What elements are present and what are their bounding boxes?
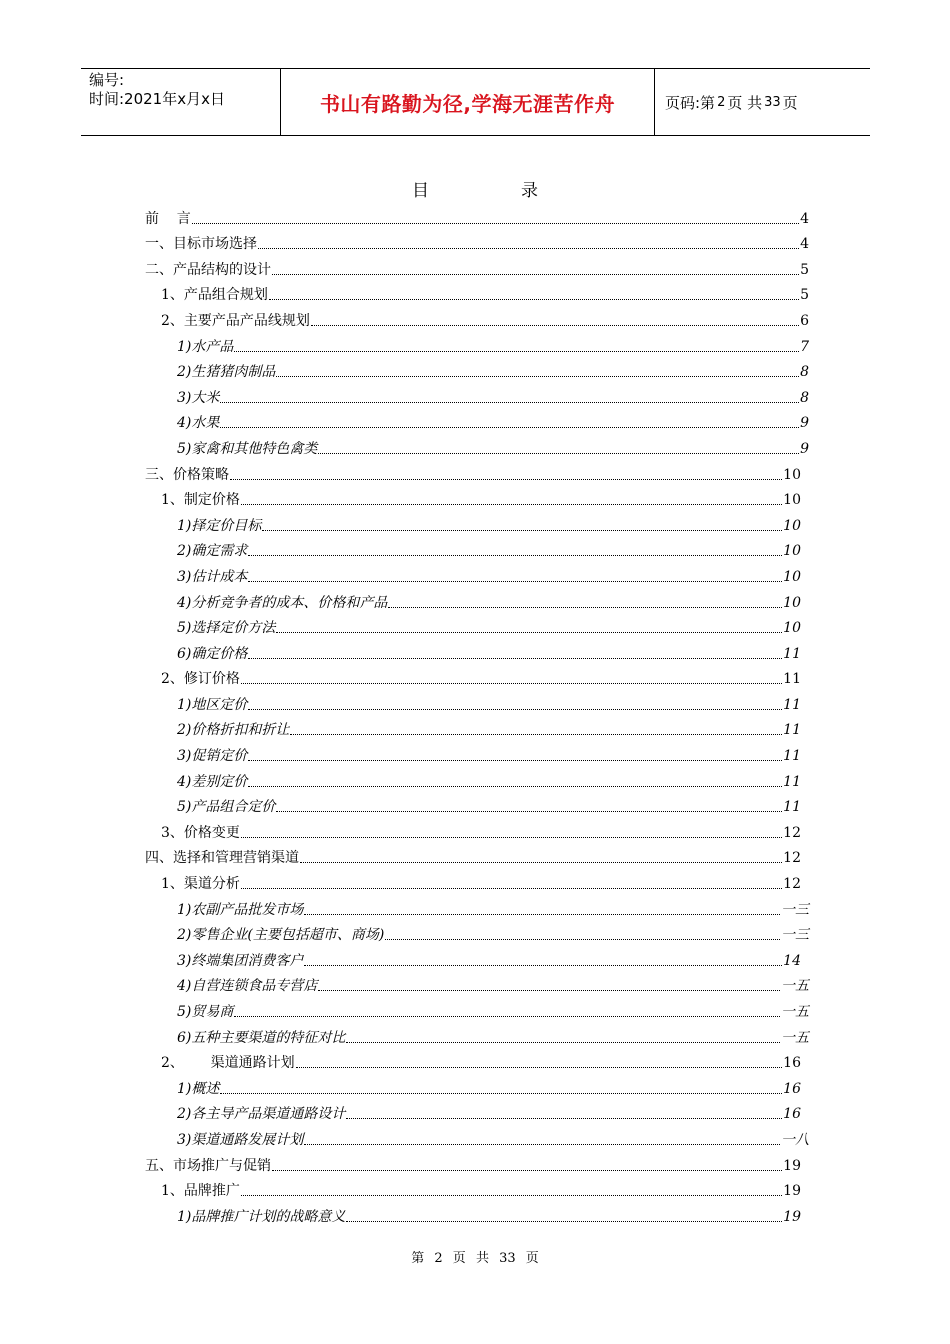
toc-leader-dots <box>248 708 782 710</box>
toc-entry-page: 10 <box>783 620 801 637</box>
toc-entry-label: 2)各主导产品渠道通路设计 <box>145 1105 345 1123</box>
toc-entry[interactable] <box>145 612 809 638</box>
toc-entry-page: 16 <box>783 1055 801 1072</box>
toc-entry[interactable] <box>145 407 809 433</box>
toc-leader-dots <box>300 861 782 863</box>
toc-entry[interactable] <box>145 304 809 330</box>
toc-entry-label: 三、价格策略 <box>145 466 229 483</box>
toc-entry-page: 一五 <box>781 1029 809 1046</box>
toc-leader-dots <box>290 733 782 735</box>
toc-entry-label: 二、产品结构的设计 <box>145 261 271 278</box>
toc-entry[interactable] <box>145 867 809 893</box>
toc-leader-dots <box>311 324 799 326</box>
toc-entry-page: 12 <box>783 850 801 867</box>
toc-leader-dots <box>234 1015 780 1017</box>
toc-entry-label: 五、市场推广与促销 <box>145 1157 271 1174</box>
toc-title-left: 目 <box>412 181 429 201</box>
toc-entry-page: 10 <box>783 517 801 534</box>
toc-entry[interactable] <box>145 1200 809 1226</box>
toc-leader-dots <box>241 1194 782 1196</box>
toc-entry-page: 一三 <box>781 927 809 944</box>
page-total: 33 <box>764 94 781 110</box>
toc-entry[interactable] <box>145 1098 809 1124</box>
toc-entry[interactable] <box>145 381 809 407</box>
page-current: 2 <box>717 94 726 110</box>
toc-entry-label: 5)家禽和其他特色禽类 <box>145 440 317 458</box>
toc-leader-dots <box>388 606 782 608</box>
toc-entry[interactable] <box>145 1123 809 1149</box>
toc-leader-dots <box>296 1066 783 1068</box>
toc-entry-page: 10 <box>783 492 801 509</box>
toc-entry-label: 一、目标市场选择 <box>145 236 257 253</box>
toc-entry[interactable] <box>145 1072 809 1098</box>
toc-leader-dots <box>262 529 782 531</box>
toc-entry-label: 2、主要产品产品线规划 <box>145 312 310 330</box>
toc-entry[interactable] <box>145 432 809 458</box>
toc-entry[interactable] <box>145 739 809 765</box>
toc-leader-dots <box>304 913 780 915</box>
toc-entry-page: 9 <box>800 415 809 432</box>
toc-entry-page: 一三 <box>781 901 809 918</box>
toc-entry[interactable] <box>145 356 809 382</box>
toc-leader-dots <box>241 836 782 838</box>
toc-entry-label: 2)生猪猪肉制品 <box>145 363 275 381</box>
toc-entry[interactable] <box>145 842 809 868</box>
toc-entry-page: 4 <box>800 236 809 253</box>
toc-entry-label: 2、 渠道通路计划 <box>145 1054 295 1072</box>
toc-entry[interactable] <box>145 484 809 510</box>
toc-entry-page: 11 <box>783 671 801 688</box>
page-footer <box>0 1247 950 1266</box>
toc-leader-dots <box>248 580 782 582</box>
toc-leader-dots <box>241 682 782 684</box>
toc-leader-dots <box>276 631 782 633</box>
toc-entry-page: 4 <box>800 210 809 227</box>
toc-entry-page: 12 <box>783 824 801 841</box>
toc-leader-dots <box>269 298 799 300</box>
toc-entry[interactable] <box>145 228 809 254</box>
toc-leader-dots <box>248 785 782 787</box>
toc-leader-dots <box>276 810 782 812</box>
toc-entry[interactable] <box>145 1175 809 1201</box>
toc-entry-label: 1)水产品 <box>145 338 233 356</box>
toc-leader-dots <box>241 887 782 889</box>
header-meta <box>81 69 281 135</box>
toc-entry[interactable] <box>145 995 809 1021</box>
toc-entry[interactable] <box>145 535 809 561</box>
toc-entry-page: 10 <box>783 543 801 560</box>
page-prefix: 页码:第 <box>665 93 716 112</box>
toc-entry-label: 1)择定价目标 <box>145 517 261 535</box>
toc-leader-dots <box>220 426 799 428</box>
toc-entry-label: 2)零售企业(主要包括超市、商场) <box>145 926 384 944</box>
toc-entry-label: 4)分析竞争者的成本、价格和产品 <box>145 594 387 612</box>
toc-leader-dots <box>304 964 782 966</box>
toc-entry-page: 8 <box>800 389 809 406</box>
toc-entry-label: 1、制定价格 <box>145 491 240 509</box>
toc-entry[interactable] <box>145 970 809 996</box>
toc-entry-page: 12 <box>783 876 801 893</box>
toc-entry-label: 6)五种主要渠道的特征对比 <box>145 1029 345 1047</box>
toc-entry[interactable] <box>145 330 809 356</box>
footer-suffix: 页 <box>525 1251 539 1266</box>
toc-leader-dots <box>241 503 782 505</box>
toc-entry-page: 9 <box>800 440 809 457</box>
toc-entry[interactable] <box>145 816 809 842</box>
toc-leader-dots <box>230 478 782 480</box>
toc-entry-label: 1)品牌推广计划的战略意义 <box>145 1208 345 1226</box>
toc-entry[interactable] <box>145 1047 809 1073</box>
toc-entry-label: 四、选择和管理营销渠道 <box>145 850 299 867</box>
toc-title-right: 录 <box>521 181 538 201</box>
footer-total: 33 <box>499 1251 516 1266</box>
toc-leader-dots <box>234 350 799 352</box>
toc-entry-page: 5 <box>800 287 809 304</box>
toc-leader-dots <box>346 1041 780 1043</box>
toc-entry[interactable] <box>145 586 809 612</box>
toc-entry-label: 1、品牌推广 <box>145 1182 240 1200</box>
toc-entry-page: 14 <box>783 952 801 969</box>
toc-entry-page: 16 <box>783 1106 801 1123</box>
footer-prefix: 第 <box>411 1251 425 1266</box>
footer-mid2: 共 <box>475 1251 489 1266</box>
toc-leader-dots <box>272 1169 782 1171</box>
toc-entry-label: 4)自营连锁食品专营店 <box>145 977 317 995</box>
toc-entry[interactable] <box>145 663 809 689</box>
toc-entry-page: 16 <box>783 1080 801 1097</box>
toc-leader-dots <box>346 1220 782 1222</box>
toc-leader-dots <box>248 554 782 556</box>
toc-entry-label: 5)产品组合定价 <box>145 798 275 816</box>
toc-leader-dots <box>192 222 799 224</box>
toc-entry-page: 11 <box>783 696 801 713</box>
toc-entry-page: 19 <box>783 1157 801 1174</box>
toc-entry[interactable] <box>145 202 809 228</box>
toc-entry-label: 3、价格变更 <box>145 824 240 842</box>
toc-entry[interactable] <box>145 765 809 791</box>
toc-entry-label: 前 言 <box>145 210 191 227</box>
toc-entry-label: 2)确定需求 <box>145 542 247 560</box>
page-header <box>81 68 870 136</box>
toc-entry-label: 1)地区定价 <box>145 696 247 714</box>
toc-entry-page: 11 <box>783 748 801 765</box>
toc-leader-dots <box>248 759 782 761</box>
toc-entry-label: 3)终端集团消费客户 <box>145 952 303 970</box>
toc-entry[interactable] <box>145 253 809 279</box>
toc-entry-page: 19 <box>783 1183 801 1200</box>
footer-current: 2 <box>434 1251 443 1266</box>
toc-entry-label: 3)大米 <box>145 389 219 407</box>
toc-entry-page: 5 <box>800 261 809 278</box>
footer-mid1: 页 <box>452 1251 466 1266</box>
toc-entry[interactable] <box>145 1021 809 1047</box>
toc-entry-label: 6)确定价格 <box>145 645 247 663</box>
toc-entry-page: 11 <box>783 722 801 739</box>
toc-leader-dots <box>248 657 782 659</box>
toc-entry[interactable] <box>145 944 809 970</box>
toc-entry-page: 6 <box>800 312 809 329</box>
toc-entry[interactable] <box>145 458 809 484</box>
toc-title <box>0 176 950 201</box>
toc-entry-page: 11 <box>783 645 801 662</box>
toc-entry-label: 4)水果 <box>145 414 219 432</box>
toc-leader-dots <box>276 375 799 377</box>
toc-entry-label: 3)渠道通路发展计划 <box>145 1131 303 1149</box>
toc-entry[interactable] <box>145 893 809 919</box>
toc-leader-dots <box>318 989 780 991</box>
toc-leader-dots <box>346 1117 782 1119</box>
toc-entry-page: 10 <box>783 594 801 611</box>
toc-entry-page: 一八 <box>781 1131 809 1148</box>
toc-entry[interactable] <box>145 919 809 945</box>
toc-entry-label: 1)概述 <box>145 1080 219 1098</box>
toc-leader-dots <box>220 401 799 403</box>
toc-entry-page: 10 <box>783 466 801 483</box>
toc-leader-dots <box>318 452 799 454</box>
toc-entry-label: 1、产品组合规划 <box>145 286 268 304</box>
toc-entry-page: 8 <box>800 364 809 381</box>
document-number-label: 编号: <box>89 71 125 89</box>
toc-entry-label: 4)差别定价 <box>145 773 247 791</box>
toc-entry[interactable] <box>145 637 809 663</box>
toc-entry[interactable] <box>145 688 809 714</box>
document-date: 时间:2021年x月x日 <box>89 90 225 108</box>
toc-entry[interactable] <box>145 279 809 305</box>
toc-entry-page: 一五 <box>781 1004 809 1020</box>
toc-entry[interactable] <box>145 509 809 535</box>
toc-leader-dots <box>304 1143 780 1145</box>
header-motto: 书山有路勤为径,学海无涯苦作舟 <box>281 69 655 135</box>
toc-entry-label: 3)估计成本 <box>145 568 247 586</box>
toc-entry-label: 2、修订价格 <box>145 670 240 688</box>
page-mid: 页 共 <box>727 93 763 112</box>
toc-entry-label: 5)贸易商 <box>145 1003 233 1021</box>
toc-entry[interactable] <box>145 560 809 586</box>
toc-leader-dots <box>385 938 780 940</box>
page-suffix: 页 <box>782 93 798 112</box>
toc-entry-label: 1、渠道分析 <box>145 875 240 893</box>
toc-leader-dots <box>220 1092 782 1094</box>
toc-entry-label: 3)促销定价 <box>145 747 247 765</box>
toc-entry-page: 一五 <box>781 978 809 995</box>
header-page-indicator <box>655 69 870 135</box>
toc-entry[interactable] <box>145 714 809 740</box>
toc-entry-page: 19 <box>783 1208 801 1225</box>
toc-entry-page: 7 <box>800 338 809 355</box>
toc-entry-label: 2)价格折扣和折让 <box>145 721 289 739</box>
table-of-contents <box>145 202 809 1226</box>
toc-entry[interactable] <box>145 1149 809 1175</box>
toc-entry-page: 11 <box>783 799 801 816</box>
toc-entry-page: 10 <box>783 568 801 585</box>
toc-entry[interactable] <box>145 791 809 817</box>
toc-leader-dots <box>272 273 799 275</box>
toc-entry-page: 11 <box>783 773 801 790</box>
toc-entry-label: 5)选择定价方法 <box>145 619 275 637</box>
toc-leader-dots <box>258 247 799 249</box>
toc-entry-label: 1)农副产品批发市场 <box>145 901 303 919</box>
